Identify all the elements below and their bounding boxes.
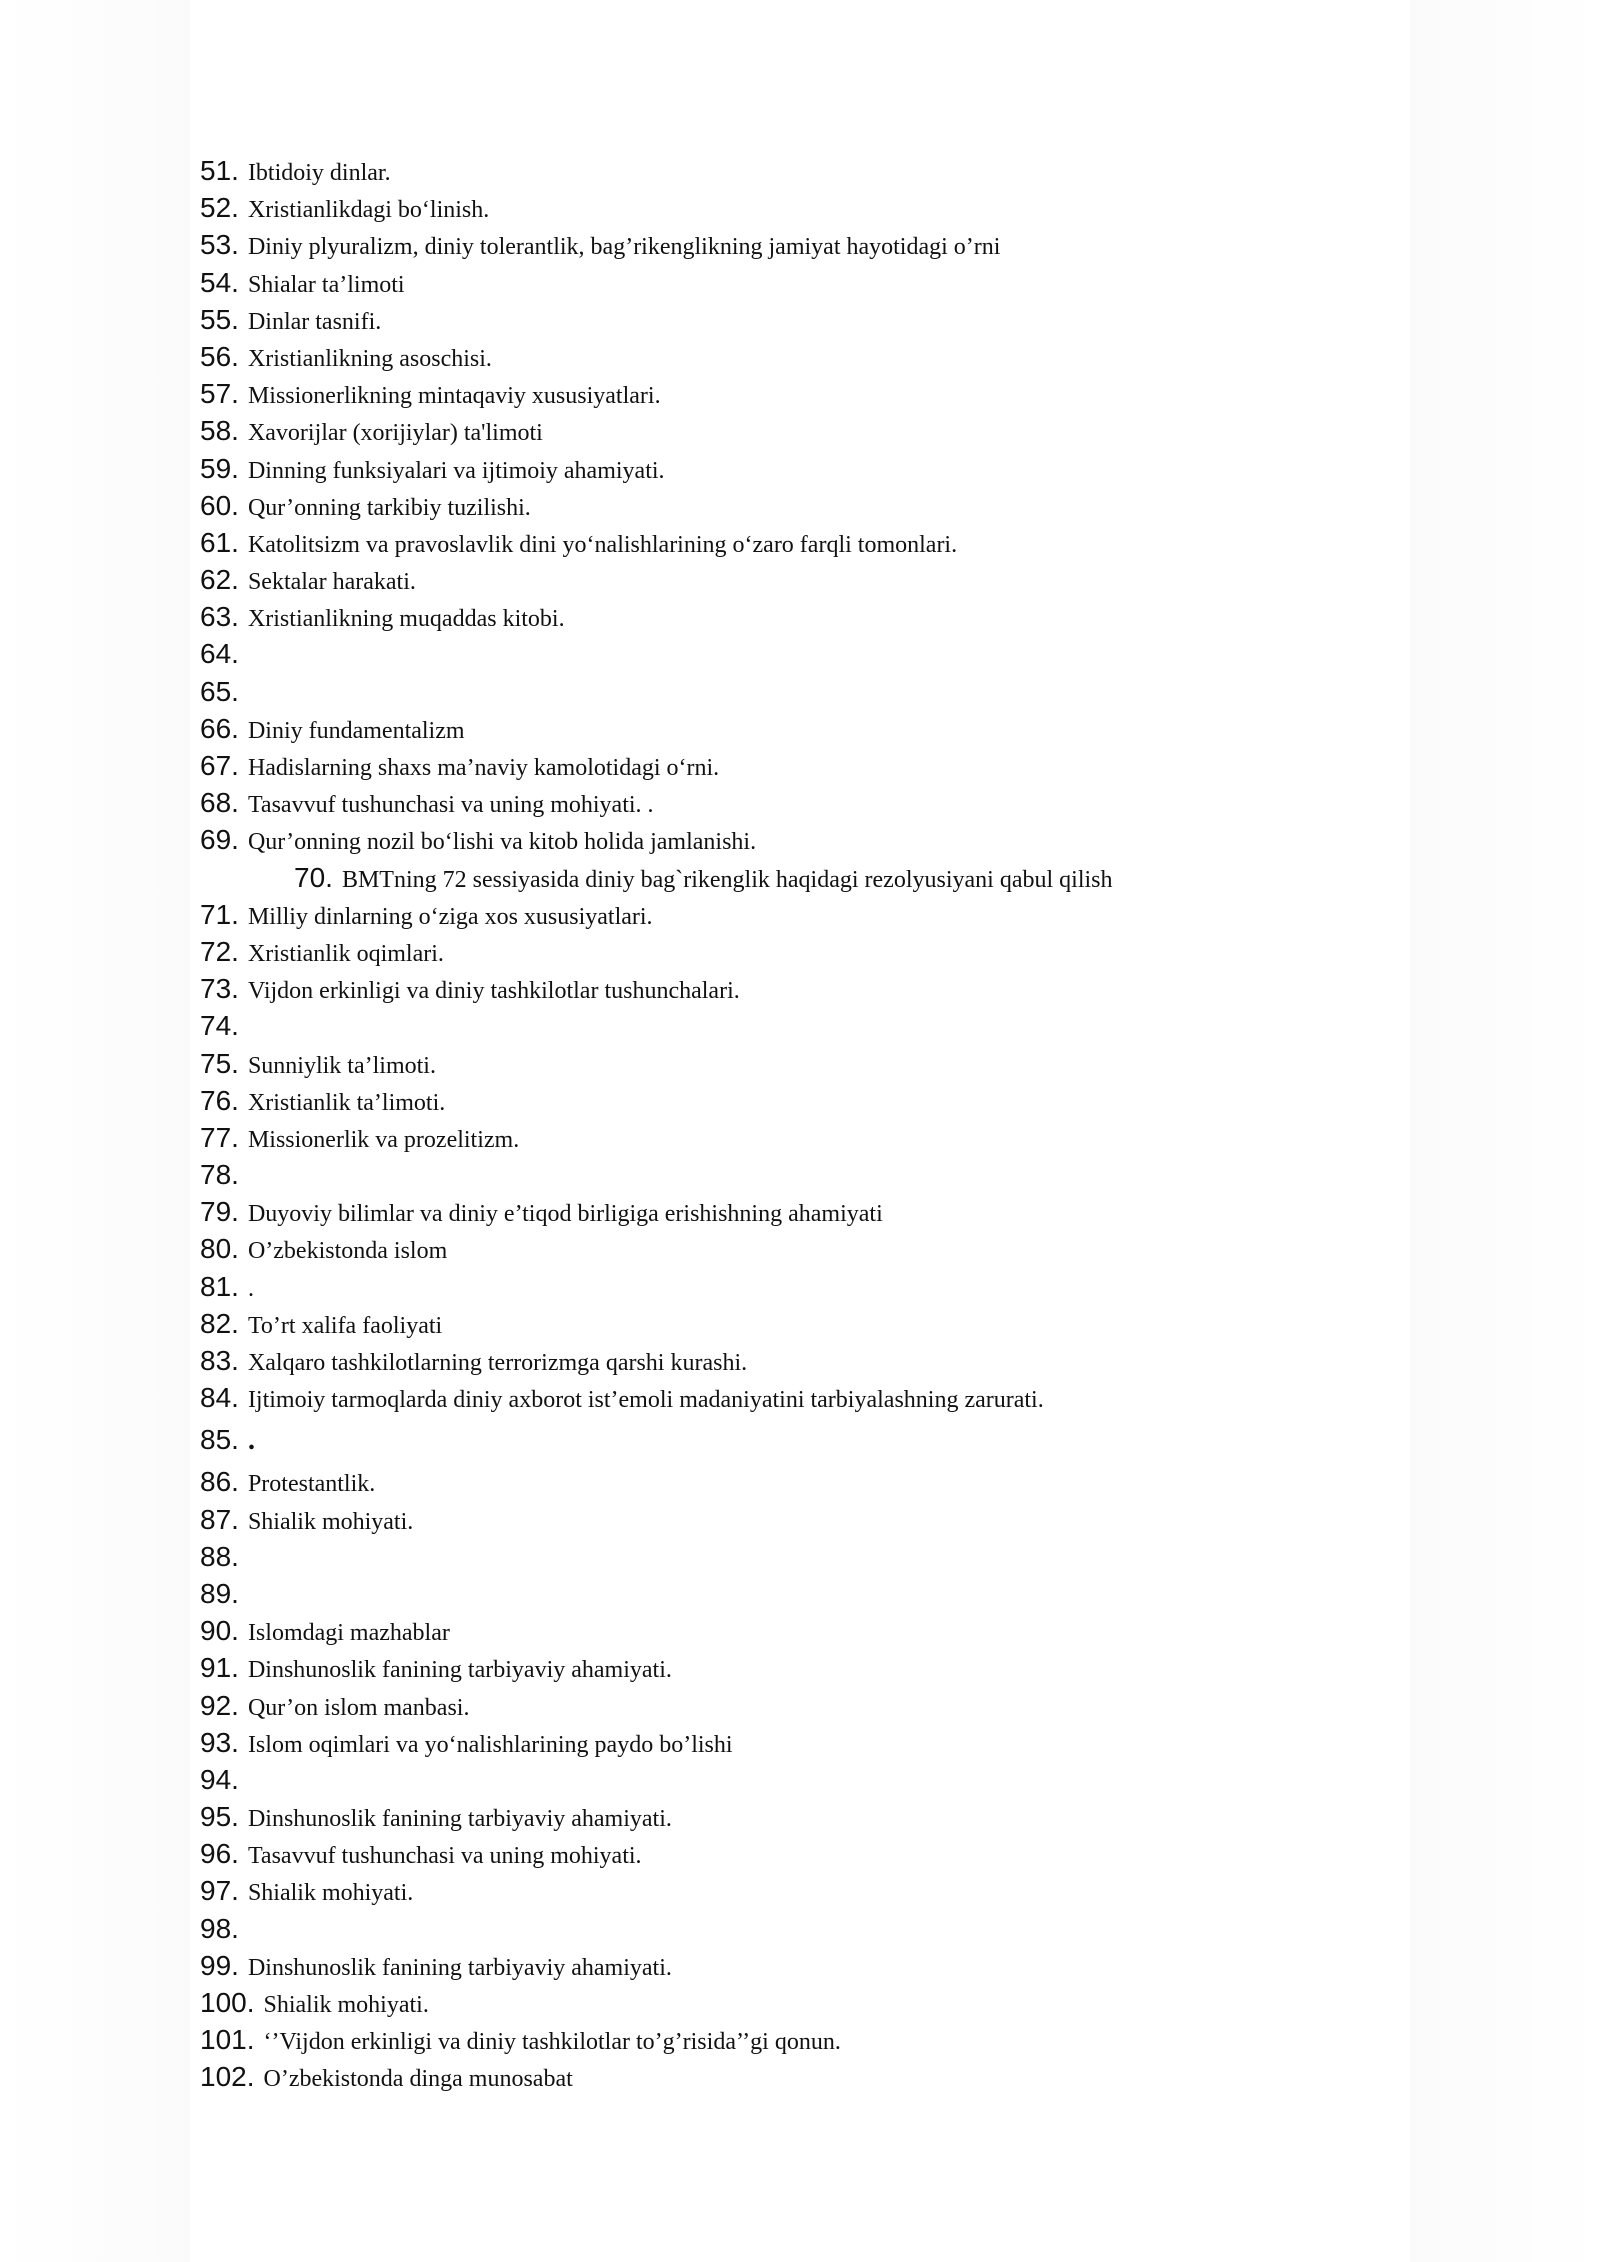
item-number: 90. <box>200 1615 239 1647</box>
item-number: 93. <box>200 1726 239 1758</box>
item-number: 61. <box>200 526 239 558</box>
item-number: 102. <box>200 2061 255 2093</box>
item-number: 82. <box>200 1307 239 1339</box>
list-item <box>200 784 1550 821</box>
list-item <box>200 896 1550 933</box>
list-item <box>200 1342 1550 1379</box>
list-item <box>200 1379 1550 1416</box>
item-number: 85. <box>200 1424 239 1456</box>
list-item <box>200 1947 1550 1984</box>
item-number: 92. <box>200 1689 239 1721</box>
item-text: Qur’onning tarkibiy tuzilishi. <box>247 494 531 521</box>
list-item <box>200 747 1550 784</box>
item-text: Katolitsizm va pravoslavlik dini yo‘nalishlarining o‘zaro farqli tomonlari. <box>247 531 958 558</box>
item-number: 86. <box>200 1466 239 1498</box>
item-text: ‘’Vijdon erkinligi va diniy tashkilotlar to’g’risida’’gi qonun. <box>263 2029 841 2056</box>
list-item <box>200 264 1550 301</box>
list-item <box>200 189 1550 226</box>
item-text: Xristianlikdagi bo‘linish. <box>247 197 490 224</box>
item-text: Vijdon erkinligi va diniy tashkilotlar tushunchalari. <box>247 978 740 1005</box>
item-number: 96. <box>200 1838 239 1870</box>
item-number: 65. <box>200 675 239 707</box>
list-item <box>200 1872 1550 1909</box>
list-item <box>200 1045 1550 1082</box>
item-text: Protestantlik. <box>247 1471 376 1498</box>
item-number: 91. <box>200 1652 239 1684</box>
list-item <box>200 524 1550 561</box>
item-number: 89. <box>200 1577 239 1609</box>
item-text: Hadislarning shaxs ma’naviy kamolotidagi o‘rni. <box>247 755 720 781</box>
item-number: 68. <box>200 787 239 819</box>
item-text: Sektalar harakati. <box>247 569 416 596</box>
list-item <box>200 1649 1550 1686</box>
item-number: 97. <box>200 1875 239 1907</box>
list-item <box>200 1984 1550 2021</box>
item-text: O’zbekistonda islom <box>247 1238 448 1265</box>
item-text: BMTning 72 sessiyasida diniy bag`rikenglik haqidagi rezolyusiyani qabul qilish <box>341 866 1113 893</box>
list-item <box>200 301 1550 338</box>
item-text: . <box>247 1425 255 1457</box>
list-item <box>200 933 1550 970</box>
list-item <box>200 1463 1550 1500</box>
item-text: Sunniylik ta’limoti. <box>247 1052 436 1079</box>
item-text: Xristianlik oqimlari. <box>247 940 444 967</box>
item-text: Xristianlikning asoschisi. <box>247 345 492 372</box>
item-text: Diniy fundamentalizm <box>247 717 465 744</box>
item-number: 80. <box>200 1233 239 1265</box>
item-text: Qur’on islom manbasi. <box>247 1694 470 1721</box>
list-item <box>200 1761 1550 1798</box>
list-item <box>200 1268 1550 1305</box>
item-text: Duyoviy bilimlar va diniy e’tiqod birligiga erishishning ahamiyati <box>247 1201 883 1228</box>
item-text: . <box>247 1275 254 1302</box>
item-number: 75. <box>200 1047 239 1079</box>
item-number: 53. <box>200 229 239 261</box>
list-item <box>200 859 1550 896</box>
item-number: 83. <box>200 1345 239 1376</box>
item-text: Shialik mohiyati. <box>247 1880 414 1907</box>
list-item <box>200 1082 1550 1119</box>
item-text: Tasavvuf tushunchasi va uning mohiyati. <box>247 1843 642 1870</box>
item-text: Dinshunoslik fanining tarbiyaviy ahamiyati. <box>247 1806 672 1833</box>
item-number: 84. <box>200 1382 239 1414</box>
list-item <box>200 450 1550 487</box>
item-number: 57. <box>200 378 239 410</box>
item-number: 69. <box>200 824 239 856</box>
list-item <box>200 1416 1550 1463</box>
list-item <box>200 561 1550 598</box>
list-item <box>200 226 1550 263</box>
item-text: Diniy plyuralizm, diniy tolerantlik, bag’rikenglikning jamiyat hayotidagi o’rni <box>247 234 1001 261</box>
item-number: 74. <box>200 1010 239 1042</box>
list-item <box>200 1538 1550 1575</box>
item-text: To’rt xalifa faoliyati <box>247 1312 443 1339</box>
item-text: Tasavvuf tushunchasi va uning mohiyati. . <box>247 792 654 819</box>
list-item <box>200 1501 1550 1538</box>
page-edge-shadow-left <box>0 0 190 2262</box>
item-text: Shialar ta’limoti <box>247 271 405 298</box>
item-number: 79. <box>200 1196 239 1228</box>
list-item <box>200 152 1550 189</box>
list-item <box>200 2058 1550 2095</box>
numbered-question-list <box>200 152 1550 2096</box>
item-text: Dinning funksiyalari va ijtimoiy ahamiyati. <box>247 457 665 484</box>
item-text: O’zbekistonda dinga munosabat <box>263 2066 573 2093</box>
item-text: Islom oqimlari va yo‘nalishlarining paydo bo’lishi <box>247 1731 733 1758</box>
list-item <box>200 673 1550 710</box>
item-number: 87. <box>200 1503 239 1535</box>
item-number: 55. <box>200 303 239 335</box>
item-number: 66. <box>200 712 239 744</box>
list-item <box>200 375 1550 412</box>
item-number: 52. <box>200 192 239 224</box>
item-text: Islomdagi mazhablar <box>247 1620 450 1647</box>
item-text: Dinshunoslik fanining tarbiyaviy ahamiyati. <box>247 1657 672 1684</box>
list-item <box>200 1612 1550 1649</box>
list-item <box>200 1007 1550 1044</box>
list-item <box>200 487 1550 524</box>
item-number: 58. <box>200 415 239 447</box>
list-item <box>200 970 1550 1007</box>
item-text: Milliy dinlarning o‘ziga xos xususiyatlari. <box>247 903 653 930</box>
item-text: Qur’onning nozil bo‘lishi va kitob holida jamlanishi. <box>247 829 757 856</box>
list-item <box>200 338 1550 375</box>
item-number: 73. <box>200 973 239 1005</box>
item-text: Shialik mohiyati. <box>247 1508 414 1535</box>
item-number: 88. <box>200 1540 239 1572</box>
list-item <box>200 1119 1550 1156</box>
list-item <box>200 1798 1550 1835</box>
item-number: 76. <box>200 1084 239 1116</box>
item-number: 64. <box>200 638 239 670</box>
item-number: 67. <box>200 750 239 781</box>
item-number: 56. <box>200 340 239 372</box>
item-text: Missionerlik va prozelitizm. <box>247 1126 520 1153</box>
item-number: 59. <box>200 452 239 484</box>
list-item <box>200 635 1550 672</box>
list-item <box>200 1156 1550 1193</box>
list-item <box>200 412 1550 449</box>
list-item <box>200 1575 1550 1612</box>
item-text: Ijtimoiy tarmoqlarda diniy axborot ist’emoli madaniyatini tarbiyalashning zarurati. <box>247 1387 1044 1414</box>
list-item <box>200 710 1550 747</box>
item-number: 94. <box>200 1763 239 1795</box>
item-text: Xalqaro tashkilotlarning terrorizmga qarshi kurashi. <box>247 1350 748 1376</box>
list-item <box>200 821 1550 858</box>
item-number: 98. <box>200 1912 239 1944</box>
list-item <box>200 1724 1550 1761</box>
item-text: Dinshunoslik fanining tarbiyaviy ahamiyati. <box>247 1954 672 1981</box>
item-number: 95. <box>200 1801 239 1833</box>
item-number: 100. <box>200 1987 255 2018</box>
item-number: 77. <box>200 1121 239 1153</box>
list-item <box>200 1193 1550 1230</box>
item-number: 99. <box>200 1949 239 1981</box>
item-text: Shialik mohiyati. <box>263 1992 429 2018</box>
item-text: Missionerlikning mintaqaviy xususiyatlari. <box>247 383 661 410</box>
list-item <box>200 1687 1550 1724</box>
item-number: 101. <box>200 2024 255 2056</box>
list-item <box>200 1835 1550 1872</box>
list-item <box>200 1305 1550 1342</box>
item-number: 78. <box>200 1159 239 1191</box>
item-text: Dinlar tasnifi. <box>247 308 382 335</box>
item-number: 72. <box>200 935 239 967</box>
list-item <box>200 598 1550 635</box>
item-text: Xavorijlar (xorijiylar) ta'limoti <box>247 420 543 447</box>
list-item <box>200 1230 1550 1267</box>
item-text: Ibtidoiy dinlar. <box>247 160 391 186</box>
item-number: 62. <box>200 564 239 596</box>
item-number: 63. <box>200 601 239 633</box>
item-number: 81. <box>200 1270 239 1302</box>
item-number: 70. <box>294 861 333 893</box>
item-number: 51. <box>200 155 239 186</box>
item-text: Xristianlik ta’limoti. <box>247 1089 446 1116</box>
list-item <box>200 2021 1550 2058</box>
item-number: 54. <box>200 266 239 298</box>
item-number: 71. <box>200 898 239 930</box>
item-text: Xristianlikning muqaddas kitobi. <box>247 606 565 633</box>
item-number: 60. <box>200 489 239 521</box>
list-item <box>200 1910 1550 1947</box>
